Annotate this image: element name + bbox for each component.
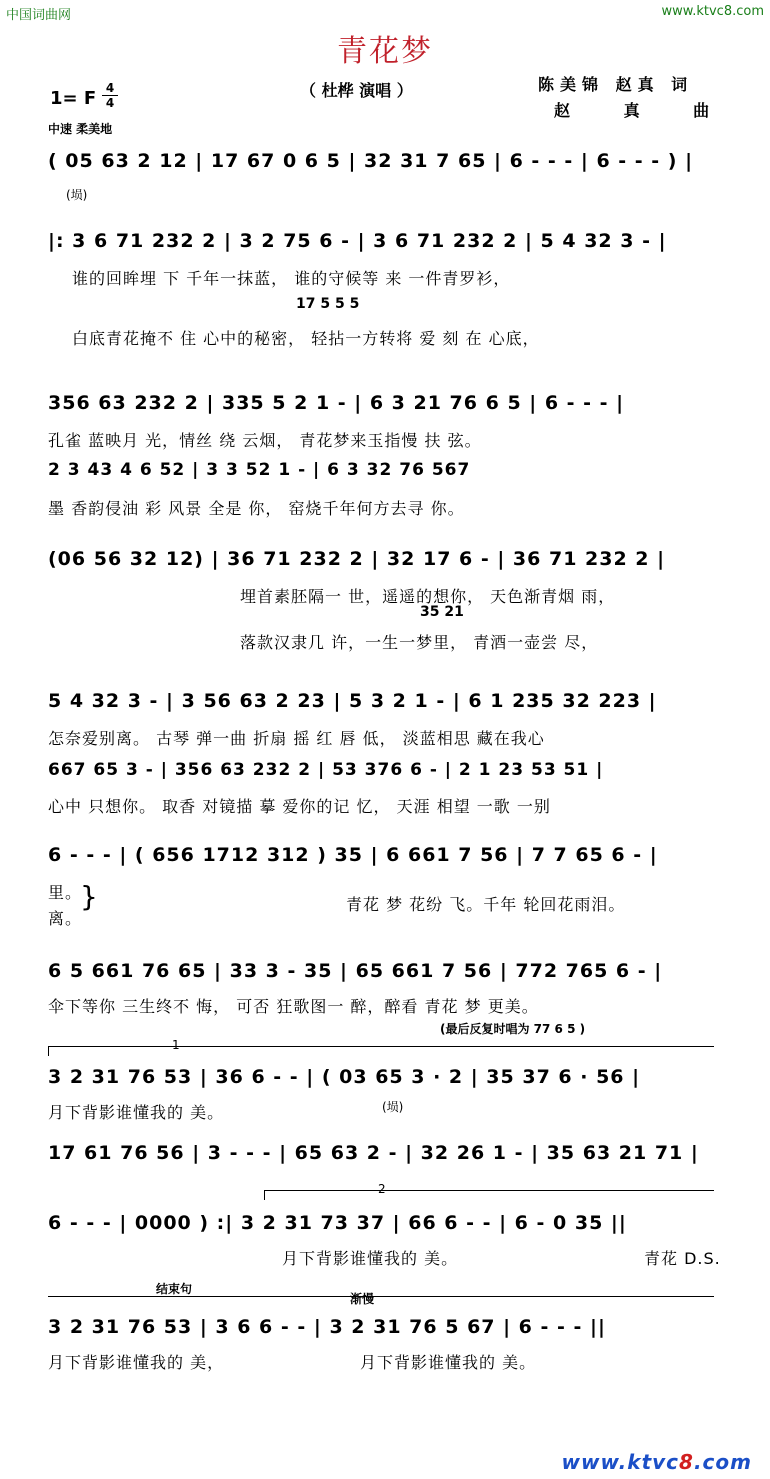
coda-label: 结束句 bbox=[156, 1282, 193, 1296]
lyric-line-verse-a2: 白底青花掩不 住 心中的秘密， 轻拈一方转将 爱 刻 在 心底， bbox=[72, 329, 540, 348]
score-line-chorus-start: 6 - - - | ( 656 1712 312 ) 35 | 6 661 7 56 | 7 7 65 6 - | bbox=[48, 844, 658, 866]
lyric-line-chorus-end-2: 离。 bbox=[48, 909, 83, 928]
lyric-line-verse-a1: 谁的回眸埋 下 千年一抹蓝， 谁的守候等 来 一件青罗衫， bbox=[72, 269, 511, 288]
second-ending-number: 2 bbox=[378, 1182, 386, 1196]
score-line-interlude: 17 61 76 56 | 3 - - - | 65 63 2 - | 32 26 1 - | 35 63 21 71 | bbox=[48, 1142, 699, 1164]
watermark-bottom-c: .com bbox=[693, 1450, 752, 1474]
score-line-intro: ( 05 63 2 12 | 17 67 0 6 5 | 32 31 7 65 | 6 - - - | 6 - - - ) | bbox=[48, 150, 694, 172]
ritardando-mark: 渐慢 bbox=[350, 1292, 375, 1306]
repeat-ending-note: (最后反复时唱为 77 6 5 ) bbox=[440, 1022, 586, 1036]
key-signature: 1= F bbox=[50, 88, 97, 109]
lyric-line-coda-1: 月下背影谁懂我的 美， bbox=[48, 1353, 225, 1372]
second-ending-tick bbox=[264, 1190, 265, 1200]
lyric-line-coda-2: 月下背影谁懂我的 美。 bbox=[360, 1353, 537, 1372]
time-signature bbox=[101, 81, 119, 110]
score-line-verse-c1: (06 56 32 12) | 36 71 232 2 | 32 17 6 - | 36 71 232 2 | bbox=[48, 548, 666, 570]
brace-symbol: } bbox=[80, 880, 98, 913]
lyric-line-verse-b1: 孔雀 蓝映月 光，情丝 绕 云烟， 青花梦来玉指慢 扶 弦。 bbox=[48, 431, 482, 450]
score-line-verse-b2: 2 3 43 4 6 52 | 3 3 52 1 - | 6 3 32 76 567 bbox=[48, 460, 471, 480]
second-ending-bracket bbox=[264, 1190, 714, 1191]
score-line-coda: 3 2 31 76 53 | 3 6 6 - - | 3 2 31 76 5 67 | 6 - - - || bbox=[48, 1316, 606, 1338]
score-line-ending-2: 6 - - - | 0000 ) :| 3 2 31 73 37 | 66 6 - - | 6 - 0 35 || bbox=[48, 1212, 627, 1234]
score-line-verse-c2-variant: 35 21 bbox=[420, 604, 464, 620]
first-ending-bracket bbox=[48, 1046, 714, 1047]
score-line-ending-1: 3 2 31 76 53 | 36 6 - - | ( 03 65 3 · 2 | 35 37 6 · 56 | bbox=[48, 1066, 641, 1088]
score-line-verse-a1: |: 3 6 71 232 2 | 3 2 75 6 - | 3 6 71 232 2 | 5 4 32 3 - | bbox=[48, 230, 667, 252]
lyric-line-verse-c1: 埋首素胚隔一 世，遥遥的想你， 天色渐青烟 雨， bbox=[240, 587, 616, 606]
lyricist-credit: 陈美锦 赵真 词 bbox=[538, 75, 694, 94]
score-line-chorus-b: 6 5 661 76 65 | 33 3 - 35 | 65 661 7 56 | 772 765 6 - | bbox=[48, 960, 663, 982]
lyric-line-verse-b2: 墨 香韵侵油 彩 风景 全是 你， 窑烧千年何方去寻 你。 bbox=[48, 499, 465, 518]
score-line-verse-a2-variant: 17 5 5 5 bbox=[296, 296, 360, 312]
song-title: 青花梦 bbox=[337, 34, 433, 69]
lyric-line-chorus-a: 青花 梦 花纷 飞。千年 轮回花雨泪。 bbox=[346, 895, 626, 914]
lyric-line-verse-d1: 怎奈爱别离。 古琴 弹一曲 折扇 摇 红 唇 低， 淡蓝相思 藏在我心 bbox=[48, 729, 545, 748]
lyric-line-ending-1: 月下背影谁懂我的 美。 bbox=[48, 1103, 225, 1122]
site-watermark-bottom bbox=[562, 1450, 752, 1474]
lyric-line-ds: 青花 D.S. bbox=[644, 1249, 721, 1268]
lyric-line-ending-2: 月下背影谁懂我的 美。 bbox=[282, 1249, 459, 1268]
score-line-verse-d1: 5 4 32 3 - | 3 56 63 2 23 | 5 3 2 1 - | 6 1 235 32 223 | bbox=[48, 690, 657, 712]
composer-credit: 赵 真 曲 bbox=[554, 101, 734, 120]
site-watermark-left: 中国词曲网 bbox=[6, 8, 72, 23]
instrument-note-xun-2: (埙) bbox=[382, 1100, 404, 1114]
watermark-bottom-b: 8 bbox=[679, 1450, 694, 1474]
tempo-marking: 中速 柔美地 bbox=[48, 122, 113, 136]
lyric-line-chorus-end-1: 里。 bbox=[48, 883, 83, 902]
lyric-line-chorus-b: 伞下等你 三生终不 悔， 可否 狂歌图一 醉，醉看 青花 梦 更美。 bbox=[48, 997, 539, 1016]
singer-credit: （ 杜桦 演唱 ） bbox=[300, 81, 413, 100]
score-line-verse-d2: 667 65 3 - | 356 63 232 2 | 53 376 6 - | 2 1 23 53 51 | bbox=[48, 760, 604, 780]
lyric-line-verse-c2: 落款汉隶几 许，一生一梦里， 青酒一壶尝 尽， bbox=[240, 633, 599, 652]
instrument-note-xun: (埙) bbox=[66, 188, 88, 202]
watermark-bottom-a: www.ktvc bbox=[561, 1450, 680, 1474]
first-ending-tick bbox=[48, 1046, 49, 1056]
time-signature-bottom: 4 bbox=[105, 96, 115, 110]
coda-bracket bbox=[48, 1296, 714, 1297]
score-line-verse-b1: 356 63 232 2 | 335 5 2 1 - | 6 3 21 76 6 5 | 6 - - - | bbox=[48, 392, 625, 414]
time-signature-top: 4 bbox=[105, 81, 115, 95]
lyric-line-verse-d2: 心中 只想你。 取香 对镜描 摹 爱你的记 忆， 天涯 相望 一歌 一别 bbox=[48, 797, 551, 816]
site-watermark-right: www.ktvc8.com bbox=[661, 4, 764, 19]
first-ending-number: 1 bbox=[172, 1038, 180, 1052]
